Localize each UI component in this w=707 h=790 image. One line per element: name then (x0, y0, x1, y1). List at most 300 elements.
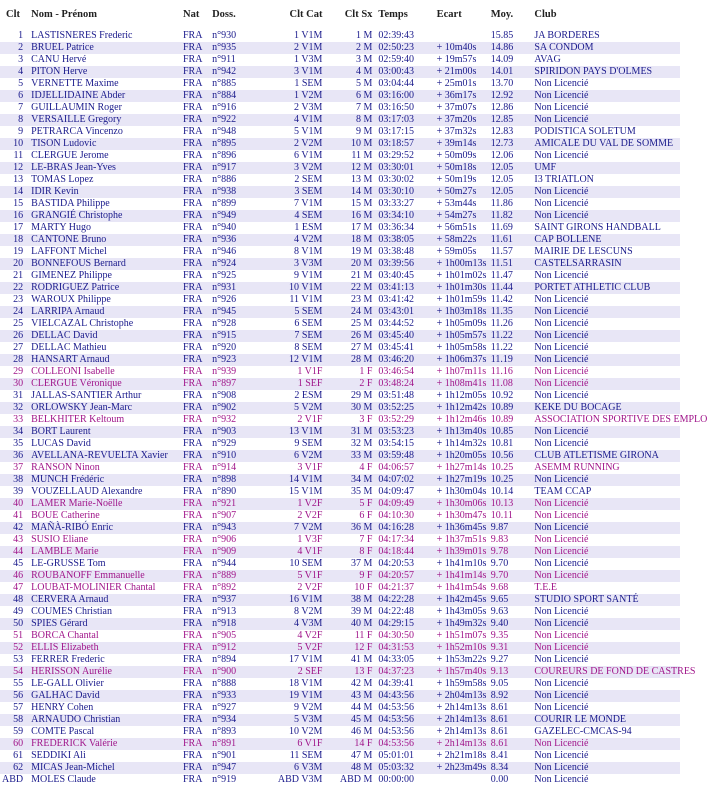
cell-doss: n°900 (212, 666, 258, 678)
cell-temps: 05:01:01 (378, 750, 436, 762)
cell-club: SAINT GIRONS HANDBALL (534, 222, 680, 234)
cell-nat: FRA (183, 42, 212, 54)
col-header-nom: Nom - Prénom (29, 0, 183, 30)
cell-nat: FRA (183, 342, 212, 354)
cell-ecart: + 1h41m10s (437, 558, 491, 570)
cell-clt-cat: 7 V1M (258, 198, 327, 210)
cell-clt: ABD (0, 774, 29, 786)
cell-doss: n°931 (212, 282, 258, 294)
cell-clt-sx: 20 M (326, 258, 378, 270)
cell-clt-cat: 2 V1F (258, 414, 327, 426)
cell-clt-cat: 4 SEM (258, 210, 327, 222)
cell-clt-sx: 3 F (326, 414, 378, 426)
cell-clt-sx: 48 M (326, 762, 378, 774)
cell-clt-cat: 1 ESM (258, 222, 327, 234)
cell-ecart: + 21m00s (437, 66, 491, 78)
cell-nat: FRA (183, 30, 212, 42)
cell-clt: 51 (0, 630, 29, 642)
cell-clt: 38 (0, 474, 29, 486)
cell-moy: 8.61 (491, 714, 535, 726)
cell-club: Non Licencié (534, 738, 680, 750)
cell-moy: 11.51 (491, 258, 535, 270)
cell-temps: 04:06:57 (378, 462, 436, 474)
cell-clt-sx: 23 M (326, 294, 378, 306)
cell-clt-sx: 42 M (326, 678, 378, 690)
cell-doss: n°938 (212, 186, 258, 198)
cell-clt-sx: 37 M (326, 558, 378, 570)
cell-temps: 03:30:10 (378, 186, 436, 198)
cell-clt-sx: 12 M (326, 162, 378, 174)
cell-moy: 11.16 (491, 366, 535, 378)
cell-moy: 11.47 (491, 270, 535, 282)
col-header-club: Club (534, 0, 680, 30)
cell-doss: n°915 (212, 330, 258, 342)
cell-nat: FRA (183, 750, 212, 762)
cell-nat: FRA (183, 294, 212, 306)
cell-nat: FRA (183, 246, 212, 258)
cell-nat: FRA (183, 666, 212, 678)
cell-nat: FRA (183, 66, 212, 78)
cell-nom: LAMBLE Marie (29, 546, 183, 558)
cell-doss: n°928 (212, 318, 258, 330)
cell-clt-sx: 6 F (326, 510, 378, 522)
cell-moy: 8.34 (491, 762, 535, 774)
cell-clt: 33 (0, 414, 29, 426)
cell-doss: n°910 (212, 450, 258, 462)
cell-temps: 03:29:52 (378, 150, 436, 162)
table-row (0, 138, 680, 150)
cell-nom: FERRER Frederic (29, 654, 183, 666)
cell-nom: ROUBANOFF Emmanuelle (29, 570, 183, 582)
cell-moy: 9.40 (491, 618, 535, 630)
table-row (0, 198, 680, 210)
cell-temps: 03:16:50 (378, 102, 436, 114)
table-row (0, 582, 680, 594)
cell-club: Non Licencié (534, 306, 680, 318)
cell-clt: 20 (0, 258, 29, 270)
cell-moy: 10.13 (491, 498, 535, 510)
table-row (0, 426, 680, 438)
cell-doss: n°914 (212, 462, 258, 474)
cell-clt-cat: 2 V1M (258, 42, 327, 54)
cell-club: PODISTICA SOLETUM (534, 126, 680, 138)
cell-nat: FRA (183, 582, 212, 594)
cell-moy: 9.78 (491, 546, 535, 558)
cell-temps: 03:45:41 (378, 342, 436, 354)
cell-temps: 03:51:48 (378, 390, 436, 402)
cell-temps: 04:16:28 (378, 522, 436, 534)
cell-clt-sx: 8 M (326, 114, 378, 126)
table-row (0, 606, 680, 618)
cell-temps: 03:30:02 (378, 174, 436, 186)
results-body (0, 30, 707, 786)
cell-ecart: + 1h41m14s (437, 570, 491, 582)
cell-temps: 04:30:50 (378, 630, 436, 642)
cell-ecart: + 2h04m13s (437, 690, 491, 702)
cell-clt: 14 (0, 186, 29, 198)
cell-clt: 35 (0, 438, 29, 450)
cell-moy: 14.01 (491, 66, 535, 78)
cell-ecart: + 1h01m59s (437, 294, 491, 306)
table-row (0, 642, 680, 654)
cell-clt-cat: 8 V1M (258, 246, 327, 258)
cell-temps: 04:39:41 (378, 678, 436, 690)
table-row (0, 522, 680, 534)
cell-clt: 43 (0, 534, 29, 546)
cell-club: Non Licencié (534, 690, 680, 702)
cell-nat: FRA (183, 570, 212, 582)
cell-nat: FRA (183, 558, 212, 570)
cell-clt-cat: 9 V1M (258, 270, 327, 282)
cell-club: Non Licencié (534, 294, 680, 306)
cell-ecart: + 1h12m46s (437, 414, 491, 426)
cell-club: Non Licencié (534, 522, 680, 534)
cell-club: Non Licencié (534, 426, 680, 438)
table-row (0, 702, 680, 714)
cell-clt-sx: 4 F (326, 462, 378, 474)
cell-doss: n°934 (212, 714, 258, 726)
cell-nom: DELLAC Mathieu (29, 342, 183, 354)
cell-nom: AVELLANA-REVUELTA Xavier (29, 450, 183, 462)
cell-moy: 11.57 (491, 246, 535, 258)
cell-nom: TOMAS Lopez (29, 174, 183, 186)
cell-club: AVAG (534, 54, 680, 66)
cell-nat: FRA (183, 318, 212, 330)
cell-clt-sx: 43 M (326, 690, 378, 702)
cell-doss: n°944 (212, 558, 258, 570)
cell-clt-cat: 9 V2M (258, 702, 327, 714)
cell-clt-sx: 28 M (326, 354, 378, 366)
cell-ecart: + 1h01m30s (437, 282, 491, 294)
cell-clt-cat: 6 V2M (258, 450, 327, 462)
cell-ecart: + 1h37m51s (437, 534, 491, 546)
cell-ecart: + 59m05s (437, 246, 491, 258)
cell-clt-sx: 34 M (326, 474, 378, 486)
cell-ecart: + 2h14m13s (437, 714, 491, 726)
cell-club: Non Licencié (534, 702, 680, 714)
cell-clt: 22 (0, 282, 29, 294)
cell-temps: 03:45:40 (378, 330, 436, 342)
cell-clt-cat: 5 SEM (258, 306, 327, 318)
cell-clt-cat: 4 V2M (258, 234, 327, 246)
cell-clt: 21 (0, 270, 29, 282)
cell-ecart: + 10m40s (437, 42, 491, 54)
cell-clt-sx: 25 M (326, 318, 378, 330)
cell-temps: 02:59:40 (378, 54, 436, 66)
table-row (0, 378, 680, 390)
cell-doss: n°899 (212, 198, 258, 210)
cell-doss: n°901 (212, 750, 258, 762)
cell-club: GAZELEC-CMCAS-94 (534, 726, 680, 738)
cell-club: Non Licencié (534, 390, 680, 402)
cell-nom: SEDDIKI Ali (29, 750, 183, 762)
cell-nat: FRA (183, 330, 212, 342)
cell-clt: 3 (0, 54, 29, 66)
cell-ecart: + 54m27s (437, 210, 491, 222)
cell-nom: BOUE Catherine (29, 510, 183, 522)
cell-clt: 56 (0, 690, 29, 702)
cell-clt: 36 (0, 450, 29, 462)
cell-nat: FRA (183, 270, 212, 282)
cell-moy: 8.92 (491, 690, 535, 702)
cell-clt: 26 (0, 330, 29, 342)
cell-clt: 31 (0, 390, 29, 402)
table-row (0, 366, 680, 378)
cell-nom: RANSON Ninon (29, 462, 183, 474)
cell-clt-cat: 10 V1M (258, 282, 327, 294)
cell-doss: n°946 (212, 246, 258, 258)
cell-nat: FRA (183, 186, 212, 198)
cell-clt-sx: 38 M (326, 594, 378, 606)
cell-club: Non Licencié (534, 762, 680, 774)
cell-moy: 10.81 (491, 438, 535, 450)
cell-ecart: + 1h57m40s (437, 666, 491, 678)
cell-ecart: + 50m09s (437, 150, 491, 162)
cell-ecart (437, 774, 491, 786)
cell-temps: 04:29:15 (378, 618, 436, 630)
cell-clt-cat: 6 V1M (258, 150, 327, 162)
cell-temps: 03:04:44 (378, 78, 436, 90)
cell-clt-sx: 5 F (326, 498, 378, 510)
cell-clt: 12 (0, 162, 29, 174)
cell-clt-cat: 10 SEM (258, 558, 327, 570)
table-row (0, 126, 680, 138)
cell-temps: 04:17:34 (378, 534, 436, 546)
cell-club: STUDIO SPORT SANTÉ (534, 594, 680, 606)
cell-nom: VERNETTE Maxime (29, 78, 183, 90)
cell-doss: n°920 (212, 342, 258, 354)
cell-moy: 11.26 (491, 318, 535, 330)
cell-moy: 12.86 (491, 102, 535, 114)
cell-clt-sx: 1 M (326, 30, 378, 42)
table-row (0, 762, 680, 774)
cell-doss: n°936 (212, 234, 258, 246)
cell-clt-sx: 13 F (326, 666, 378, 678)
cell-doss: n°918 (212, 618, 258, 630)
cell-clt-sx: 17 M (326, 222, 378, 234)
table-row (0, 558, 680, 570)
cell-clt-cat: ABD V3M (258, 774, 327, 786)
cell-nom: HERISSON Aurélie (29, 666, 183, 678)
cell-nat: FRA (183, 618, 212, 630)
cell-clt-sx: 15 M (326, 198, 378, 210)
cell-clt-cat: 2 V2F (258, 582, 327, 594)
cell-clt-cat: 5 V2M (258, 402, 327, 414)
cell-clt-cat: 1 V3F (258, 534, 327, 546)
cell-doss: n°923 (212, 354, 258, 366)
col-header-moy: Moy. (491, 0, 535, 30)
cell-ecart: + 1h03m18s (437, 306, 491, 318)
cell-nat: FRA (183, 606, 212, 618)
cell-ecart: + 39m14s (437, 138, 491, 150)
cell-nom: IDIR Kevin (29, 186, 183, 198)
table-row (0, 42, 680, 54)
cell-nom: PETRARCA Vincenzo (29, 126, 183, 138)
cell-ecart: + 1h01m02s (437, 270, 491, 282)
cell-clt: 40 (0, 498, 29, 510)
cell-doss: n°893 (212, 726, 258, 738)
cell-clt-sx: 21 M (326, 270, 378, 282)
cell-nom: CERVERA Arnaud (29, 594, 183, 606)
cell-doss: n°903 (212, 426, 258, 438)
cell-clt: 2 (0, 42, 29, 54)
cell-nat: FRA (183, 522, 212, 534)
cell-ecart: + 1h49m32s (437, 618, 491, 630)
cell-clt-sx: 3 M (326, 54, 378, 66)
cell-nat: FRA (183, 198, 212, 210)
cell-nom: CANU Hervé (29, 54, 183, 66)
cell-nat: FRA (183, 234, 212, 246)
cell-moy: 12.92 (491, 90, 535, 102)
cell-nom: GALHAC David (29, 690, 183, 702)
cell-clt: 17 (0, 222, 29, 234)
cell-club: Non Licencié (534, 498, 680, 510)
table-row (0, 282, 680, 294)
cell-club: PORTET ATHLETIC CLUB (534, 282, 680, 294)
cell-nat: FRA (183, 258, 212, 270)
cell-nat: FRA (183, 114, 212, 126)
cell-moy: 9.70 (491, 570, 535, 582)
cell-clt-sx: 39 M (326, 606, 378, 618)
cell-ecart: + 1h14m32s (437, 438, 491, 450)
cell-nom: MARTY Hugo (29, 222, 183, 234)
cell-temps: 00:00:00 (378, 774, 436, 786)
cell-doss: n°886 (212, 174, 258, 186)
cell-club: COURIR LE MONDE (534, 714, 680, 726)
cell-moy: 9.68 (491, 582, 535, 594)
cell-doss: n°924 (212, 258, 258, 270)
cell-temps: 03:41:13 (378, 282, 436, 294)
cell-doss: n°937 (212, 594, 258, 606)
cell-clt: 4 (0, 66, 29, 78)
cell-nat: FRA (183, 474, 212, 486)
cell-clt: 16 (0, 210, 29, 222)
cell-club: I3 TRIATLON (534, 174, 680, 186)
cell-clt-sx: 14 M (326, 186, 378, 198)
cell-clt: 54 (0, 666, 29, 678)
cell-doss: n°916 (212, 102, 258, 114)
cell-moy: 8.61 (491, 726, 535, 738)
cell-nat: FRA (183, 282, 212, 294)
cell-nat: FRA (183, 162, 212, 174)
cell-moy: 10.25 (491, 474, 535, 486)
cell-nat: FRA (183, 690, 212, 702)
cell-temps: 03:52:25 (378, 402, 436, 414)
cell-club: ASSOCIATION SPORTIVE DES EMPLO (534, 414, 707, 425)
cell-club: Non Licencié (534, 654, 680, 666)
col-header-temps: Temps (378, 0, 436, 30)
cell-clt-sx: 10 M (326, 138, 378, 150)
cell-clt-sx: 33 M (326, 450, 378, 462)
cell-nat: FRA (183, 102, 212, 114)
cell-ecart: + 1h07m11s (437, 366, 491, 378)
cell-club: Non Licencié (534, 186, 680, 198)
cell-ecart: + 2h14m13s (437, 738, 491, 750)
cell-clt-sx: 27 M (326, 342, 378, 354)
cell-temps: 04:37:23 (378, 666, 436, 678)
cell-clt-cat: 6 V1F (258, 738, 327, 750)
cell-clt-cat: 2 V3M (258, 102, 327, 114)
table-row (0, 414, 680, 426)
cell-doss: n°911 (212, 54, 258, 66)
cell-clt: 27 (0, 342, 29, 354)
cell-club: Non Licencié (534, 354, 680, 366)
cell-nom: GUILLAUMIN Roger (29, 102, 183, 114)
cell-moy: 11.22 (491, 342, 535, 354)
cell-ecart: + 1h30m47s (437, 510, 491, 522)
cell-clt-sx: 7 M (326, 102, 378, 114)
cell-clt-cat: 7 V2M (258, 522, 327, 534)
cell-nom: LAMER Marie-Noëlle (29, 498, 183, 510)
cell-temps: 04:20:53 (378, 558, 436, 570)
cell-club: Non Licencié (534, 210, 680, 222)
cell-ecart: + 1h30m06s (437, 498, 491, 510)
cell-clt-sx: 7 F (326, 534, 378, 546)
cell-club: Non Licencié (534, 474, 680, 486)
cell-nat: FRA (183, 354, 212, 366)
cell-moy: 10.89 (491, 402, 535, 414)
cell-nom: HENRY Cohen (29, 702, 183, 714)
cell-moy: 9.31 (491, 642, 535, 654)
cell-ecart: + 1h41m54s (437, 582, 491, 594)
cell-moy: 15.85 (491, 30, 535, 42)
cell-clt: 61 (0, 750, 29, 762)
table-row (0, 774, 680, 786)
cell-moy: 11.19 (491, 354, 535, 366)
cell-doss: n°942 (212, 66, 258, 78)
cell-club: CAP BOLLENE (534, 234, 680, 246)
cell-nom: MOLES Claude (29, 774, 183, 786)
cell-nom: WAROUX Philippe (29, 294, 183, 306)
cell-nat: FRA (183, 90, 212, 102)
cell-clt-cat: 9 SEM (258, 438, 327, 450)
cell-club: ASEMM RUNNING (534, 462, 680, 474)
table-row (0, 546, 680, 558)
cell-clt: 52 (0, 642, 29, 654)
cell-moy: 12.73 (491, 138, 535, 150)
cell-nat: FRA (183, 306, 212, 318)
cell-moy: 11.61 (491, 234, 535, 246)
cell-clt: 5 (0, 78, 29, 90)
cell-clt-cat: 10 V2M (258, 726, 327, 738)
table-row (0, 726, 680, 738)
cell-moy: 8.41 (491, 750, 535, 762)
cell-nom: ARNAUDO Christian (29, 714, 183, 726)
cell-nom: VERSAILLE Gregory (29, 114, 183, 126)
cell-nat: FRA (183, 534, 212, 546)
cell-clt-sx: 2 M (326, 42, 378, 54)
cell-clt-sx: 31 M (326, 426, 378, 438)
table-row (0, 570, 680, 582)
cell-clt-cat: 18 V1M (258, 678, 327, 690)
table-row (0, 66, 680, 78)
cell-temps: 04:31:53 (378, 642, 436, 654)
cell-club: Non Licencié (534, 570, 680, 582)
cell-clt-cat: 6 V3M (258, 762, 327, 774)
cell-ecart: + 2h21m18s (437, 750, 491, 762)
cell-nom: IDJELLIDAINE Abder (29, 90, 183, 102)
cell-clt: 30 (0, 378, 29, 390)
cell-nom: LAFFONT Michel (29, 246, 183, 258)
cell-club: Non Licencié (534, 378, 680, 390)
cell-moy: 11.35 (491, 306, 535, 318)
table-row (0, 666, 680, 678)
cell-nat: FRA (183, 498, 212, 510)
cell-moy: 14.09 (491, 54, 535, 66)
cell-temps: 04:43:56 (378, 690, 436, 702)
cell-ecart: + 1h05m58s (437, 342, 491, 354)
cell-clt-cat: 1 SEM (258, 78, 327, 90)
